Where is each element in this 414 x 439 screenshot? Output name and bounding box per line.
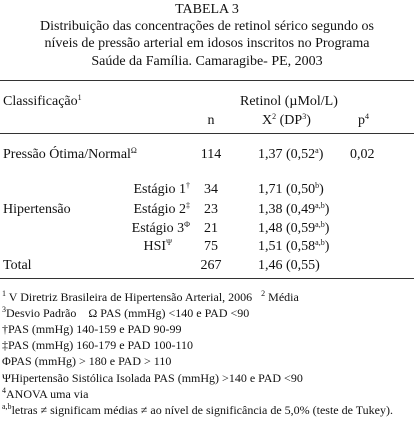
footnote-3-omega: $^3$Desvio Padrão Ω PAS (mmHg) <140 e PAD <90: [2, 305, 250, 320]
row-value-total: 1,46 (0,55): [258, 258, 320, 273]
footnote-ab: $^{a,b}$letras ≠ significam médias ≠ ao nível de significância de 5,0% (teste de Tukey).: [2, 402, 393, 417]
header-rule: [0, 133, 414, 134]
row-n-estagio-3: 21: [204, 221, 218, 236]
row-group-hipertensao: Hipertensão: [3, 202, 71, 217]
row-label-normal: Pressão Ótima/Normal$^\Omega$: [3, 146, 137, 162]
footnote-1-2: $^1$ V Diretriz Brasileira de Hipertensão Arterial, 2006 $^2$ Média: [2, 289, 299, 304]
row-value-estagio-2: 1,38 (0,49$^{a,b}$): [258, 201, 330, 217]
row-label-estagio-1: Estágio 1†: [133, 181, 190, 197]
header-retinol: Retinol (µMol/L): [240, 94, 338, 109]
footnote-dagger: †PAS (mmHg) 140-159 e PAD 90-99: [2, 322, 182, 336]
row-label-estagio-3: Estágio $3^\Phi$: [131, 220, 190, 236]
row-label-estagio-2: Estágio 2‡: [133, 201, 190, 217]
row-label-hsi: $HSI^\Psi$: [143, 238, 172, 254]
table-label: TABELA 3: [175, 2, 239, 17]
row-p-normal: 0,02: [350, 147, 375, 162]
row-n-normal: 114: [200, 147, 222, 162]
row-value-normal: 1,37 (0,52$^a$): [258, 146, 324, 162]
header-x2-dp: $X^2$ $(DP^3)$: [262, 112, 311, 128]
top-rule: [0, 80, 414, 81]
header-n: n: [207, 113, 215, 128]
row-n-total: 267: [200, 258, 222, 273]
row-n-estagio-1: 34: [204, 182, 218, 197]
bottom-rule: [0, 278, 414, 279]
footnote-phi: ΦPAS (mmHg) > 180 e PAD > 110: [2, 354, 172, 368]
footnote-4: $^4$ANOVA uma via: [2, 386, 89, 401]
row-n-hsi: 75: [204, 239, 218, 254]
row-label-total: Total: [3, 258, 32, 273]
header-p: $p^4$: [358, 112, 369, 128]
row-n-estagio-2: 23: [204, 202, 218, 217]
header-classificacao: Classificação$^1$: [3, 93, 82, 109]
row-value-estagio-1: 1,71 (0,50$^b$): [258, 181, 324, 197]
row-value-estagio-3: 1,48 (0,59$^{a,b}$): [258, 220, 330, 236]
footnote-psi: ΨHipertensão Sistólica Isolada PAS (mmHg) >140 e PAD <90: [2, 371, 303, 385]
table-caption-line-1: Distribuição das concentrações de retinol sérico segundo os: [40, 19, 374, 34]
footnote-ddagger: ‡PAS (mmHg) 160-179 e PAD 100-110: [2, 338, 194, 352]
table-caption-line-2: níveis de pressão arterial em idosos inscritos no Programa: [44, 36, 370, 51]
table-caption-line-3: Saúde da Família. Camaragibe- PE, 2003: [91, 54, 323, 69]
row-value-hsi: 1,51 (0,58$^{a,b}$): [258, 238, 330, 254]
